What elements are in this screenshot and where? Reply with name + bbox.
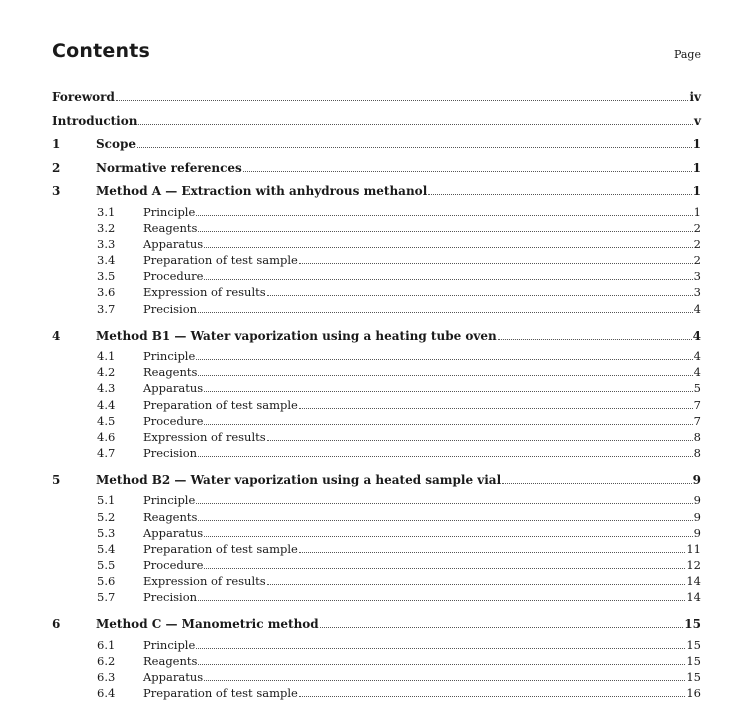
toc-entry-page: 3 [693, 269, 701, 284]
toc-entry-number: 2 [52, 160, 61, 175]
toc-entry-page: 9 [692, 472, 701, 487]
toc-entry-title: Apparatus [143, 669, 204, 684]
toc-entry-title: Method A — Extraction with anhydrous methanol [96, 184, 428, 199]
dot-leader [204, 567, 685, 569]
toc-entry-title: Apparatus [143, 525, 204, 540]
toc-entry-title: Method B2 — Water vaporization using a heated sample vial [96, 472, 502, 487]
toc-entry-title: Precision [143, 590, 198, 605]
toc-entry-sub[interactable] [52, 268, 701, 284]
toc-entry-sub[interactable] [52, 557, 701, 573]
toc-entry-sub[interactable] [52, 492, 701, 508]
toc-entry-major[interactable] [52, 469, 701, 493]
page-title: Contents [52, 40, 151, 62]
toc-entry-number: 6.3 [97, 669, 116, 684]
toc-entry-number: 4.1 [97, 349, 116, 364]
dot-leader [204, 246, 693, 248]
toc-entry-number: 3 [52, 184, 61, 199]
toc-entry-title: Expression of results [143, 285, 266, 300]
dot-leader [267, 439, 693, 441]
toc-entry-number: 6 [52, 617, 61, 632]
toc-entry-page: 1 [692, 160, 701, 175]
toc-entry-page: 1 [692, 137, 701, 152]
dot-leader [198, 230, 692, 232]
toc-entry-title: Procedure [143, 413, 204, 428]
toc-entry-number: 4 [52, 328, 61, 343]
toc-entry-number: 1 [52, 137, 61, 152]
toc-entry-title: Reagents [143, 509, 198, 524]
toc-entry-page: 15 [686, 653, 701, 668]
toc-entry-number: 5.4 [97, 541, 116, 556]
toc-entry-page: 8 [693, 429, 701, 444]
toc-entry-number: 6.2 [97, 653, 116, 668]
toc-entry-title: Expression of results [143, 429, 266, 444]
toc-entry-page: 14 [686, 573, 701, 588]
dot-leader [204, 423, 692, 425]
toc-entry-page: 5 [693, 381, 701, 396]
dot-leader [299, 262, 693, 264]
toc-entry-page: 11 [686, 541, 701, 556]
dot-leader [299, 407, 693, 409]
toc-entry-number: 5.5 [97, 557, 116, 572]
toc-entry-title: Expression of results [143, 573, 266, 588]
toc-entry-number: 5.2 [97, 509, 116, 524]
toc-entry-sub[interactable] [52, 653, 701, 669]
toc-entry-number: 5.3 [97, 525, 116, 540]
toc-entry-number: 4.5 [97, 413, 116, 428]
toc-entry-title: Principle [143, 349, 196, 364]
toc-entry-title: Foreword [52, 90, 115, 104]
dot-leader [243, 170, 692, 172]
toc-entry-page: 9 [693, 493, 701, 508]
toc-entry-number: 4.2 [97, 365, 116, 380]
toc-entry-page: 15 [686, 669, 701, 684]
toc-entry-number: 4.7 [97, 445, 116, 460]
dot-leader [428, 193, 691, 195]
toc-entry-page: 9 [693, 509, 701, 524]
toc-entry-sub[interactable] [52, 236, 701, 252]
toc-entry-major[interactable] [52, 613, 701, 637]
toc-entry-number: 6.4 [97, 686, 116, 700]
toc-entry-sub[interactable] [52, 525, 701, 541]
dot-leader [198, 374, 692, 376]
dot-leader [267, 583, 686, 585]
toc-entry-title: Principle [143, 204, 196, 219]
toc-entry-major[interactable] [52, 325, 701, 349]
dot-leader [196, 647, 685, 649]
dot-leader [138, 123, 693, 125]
toc-entry-sub[interactable] [52, 685, 701, 701]
toc-entry-sub[interactable] [52, 589, 701, 605]
dot-leader [204, 535, 693, 537]
toc-entry-page: iv [689, 90, 701, 104]
toc-entry-title: Method C — Manometric method [96, 617, 319, 632]
toc-entry-page: 4 [693, 349, 701, 364]
dot-leader [299, 695, 686, 697]
toc-entry-number: 5 [52, 472, 61, 487]
dot-leader [198, 599, 685, 601]
toc-entry-page: 7 [693, 397, 701, 412]
toc-entry-title: Precision [143, 445, 198, 460]
toc-entry-page: 12 [686, 557, 701, 572]
dot-leader [498, 338, 692, 340]
dot-leader [198, 519, 692, 521]
table-of-contents [52, 86, 701, 701]
toc-entry-title: Procedure [143, 557, 204, 572]
dot-leader [502, 482, 692, 484]
dot-leader [137, 146, 692, 148]
toc-entry-title: Reagents [143, 653, 198, 668]
toc-entry-page: v [694, 113, 701, 128]
toc-entry-page: 14 [686, 590, 701, 605]
toc-entry-title: Reagents [143, 221, 198, 236]
toc-entry-page: 2 [693, 253, 701, 268]
dot-leader [204, 679, 685, 681]
toc-entry-sub[interactable] [52, 220, 701, 236]
dot-leader [116, 99, 689, 101]
toc-entry-number: 3.5 [97, 269, 116, 284]
toc-entry-sub[interactable] [52, 669, 701, 685]
toc-entry-title: Method B1 — Water vaporization using a heating tube oven [96, 328, 497, 343]
toc-entry-page: 15 [686, 637, 701, 652]
toc-entry-number: 3.2 [97, 221, 116, 236]
dot-leader [204, 278, 692, 280]
toc-entry-sub[interactable] [52, 445, 701, 461]
toc-entry-sub[interactable] [52, 541, 701, 557]
toc-entry-number: 6.1 [97, 637, 116, 652]
toc-entry-title: Apparatus [143, 381, 204, 396]
toc-entry-sub[interactable] [52, 204, 701, 220]
toc-entry-title: Preparation of test sample [143, 253, 298, 268]
toc-entry-page: 4 [693, 301, 701, 316]
toc-entry-major[interactable] [52, 180, 701, 204]
dot-leader [198, 455, 693, 457]
toc-entry-major[interactable] [52, 133, 701, 157]
toc-entry-sub[interactable] [52, 509, 701, 525]
toc-entry-title: Preparation of test sample [143, 686, 298, 700]
toc-entry-title: Principle [143, 637, 196, 652]
dot-leader [196, 502, 692, 504]
toc-entry-sub[interactable] [52, 301, 701, 317]
toc-entry-number: 3.1 [97, 204, 116, 219]
toc-entry-page: 2 [693, 221, 701, 236]
dot-leader [204, 390, 693, 392]
toc-entry-page: 8 [693, 445, 701, 460]
toc-entry-sub[interactable] [52, 573, 701, 589]
dot-leader [320, 626, 684, 628]
toc-entry-sub[interactable] [52, 429, 701, 445]
toc-entry-number: 5.7 [97, 590, 116, 605]
toc-entry-page: 1 [692, 184, 701, 199]
toc-entry-sub[interactable] [52, 413, 701, 429]
toc-entry-sub[interactable] [52, 637, 701, 653]
toc-entry-title: Procedure [143, 269, 204, 284]
toc-entry-sub[interactable] [52, 252, 701, 268]
toc-entry-sub[interactable] [52, 348, 701, 364]
toc-entry-title: Precision [143, 301, 198, 316]
dot-leader [198, 311, 693, 313]
dot-leader [196, 214, 692, 216]
toc-entry-page: 1 [693, 204, 701, 219]
toc-entry-title: Reagents [143, 365, 198, 380]
toc-entry-number: 4.4 [97, 397, 116, 412]
dot-leader [299, 551, 686, 553]
dot-leader [267, 294, 693, 296]
toc-entry-number: 5.6 [97, 573, 116, 588]
toc-entry-sub[interactable] [52, 364, 701, 380]
toc-entry-page: 3 [693, 285, 701, 300]
toc-entry-title: Apparatus [143, 237, 204, 252]
dot-leader [196, 358, 692, 360]
toc-entry-sub[interactable] [52, 397, 701, 413]
toc-entry-title: Scope [96, 137, 137, 152]
page-column-label: Page [673, 48, 701, 61]
toc-entry-number: 3.7 [97, 301, 116, 316]
toc-entry-page: 15 [684, 617, 701, 632]
toc-entry-title: Introduction [52, 113, 138, 128]
toc-entry-title: Preparation of test sample [143, 541, 298, 556]
toc-entry-page: 4 [692, 328, 701, 343]
toc-entry-major[interactable] [52, 86, 701, 110]
toc-entry-page: 2 [693, 237, 701, 252]
toc-entry-title: Principle [143, 493, 196, 508]
toc-entry-page: 4 [693, 365, 701, 380]
toc-entry-number: 3.3 [97, 237, 116, 252]
toc-entry-major[interactable] [52, 110, 701, 134]
toc-entry-number: 3.4 [97, 253, 116, 268]
toc-entry-page: 9 [693, 525, 701, 540]
toc-entry-number: 4.6 [97, 429, 116, 444]
toc-entry-major[interactable] [52, 157, 701, 181]
dot-leader [198, 663, 685, 665]
toc-entry-page: 16 [686, 686, 701, 700]
toc-entry-number: 4.3 [97, 381, 116, 396]
toc-entry-number: 5.1 [97, 493, 116, 508]
toc-entry-title: Normative references [96, 160, 242, 175]
toc-entry-title: Preparation of test sample [143, 397, 298, 412]
toc-entry-sub[interactable] [52, 380, 701, 396]
toc-entry-number: 3.6 [97, 285, 116, 300]
toc-entry-sub[interactable] [52, 284, 701, 300]
toc-entry-page: 7 [693, 413, 701, 428]
